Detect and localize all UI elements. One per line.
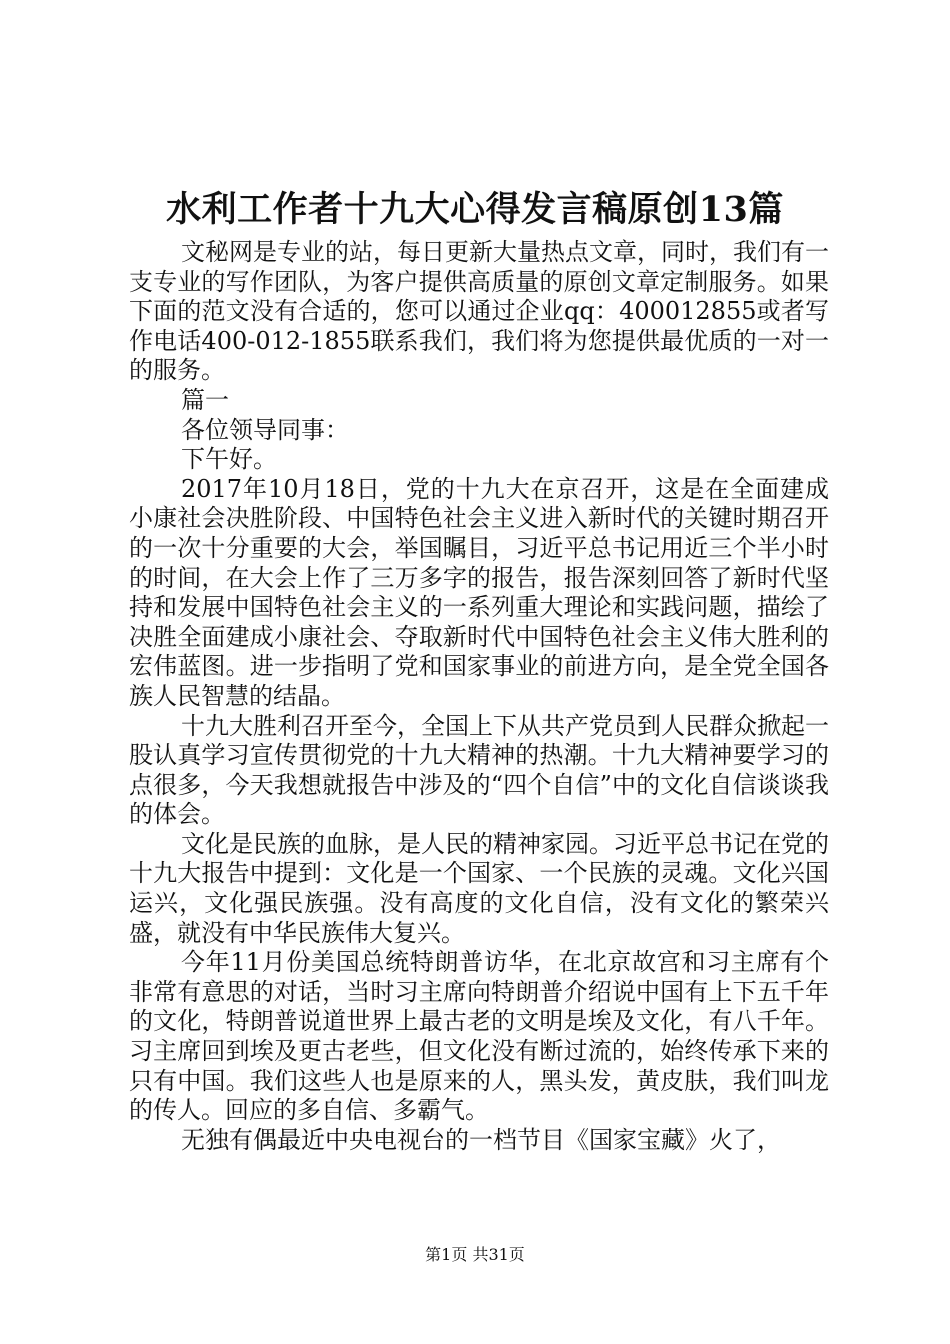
document-body bbox=[129, 238, 829, 1155]
salutation: 各位领导同事： bbox=[181, 415, 349, 444]
body-paragraph: 今年11月份美国总统特朗普访华，在北京故宫和习主席有个非常有意思的对话，当时习主席向特朗普介绍说中国有上下五千年的文化，特朗普说道世界上最古老的文明是埃及文化，有八千年。习主席回到埃及更古老些，但文化没有断过流的，始终传承下来的只有中国。我们这些人也是原来的人，黑头发，黄皮肤，我们叫龙的传人。回应的多自信、多霸气。 bbox=[129, 948, 829, 1125]
body-paragraph: 十九大胜利召开至今，全国上下从共产党员到人民群众掀起一股认真学习宣传贯彻党的十九大精神的热潮。十九大精神要学习的点很多，今天我想就报告中涉及的“四个自信”中的文化自信谈谈我的体会。 bbox=[129, 711, 829, 829]
intro-paragraph: 文秘网是专业的站，每日更新大量热点文章，同时，我们有一支专业的写作团队，为客户提供高质量的原创文章定制服务。如果下面的范文没有合适的，您可以通过企业qq：400012855或者写作电话400-012-1855联系我们，我们将为您提供最优质的一对一的服务。 bbox=[129, 238, 829, 385]
greeting: 下午好。 bbox=[181, 445, 277, 474]
body-paragraph: 2017年10月18日，党的十九大在京召开，这是在全面建成小康社会决胜阶段、中国特色社会主义进入新时代的关键时期召开的一次十分重要的大会，举国瞩目，习近平总书记用近三个半小时的时间，在大会上作了三万多字的报告，报告深刻回答了新时代坚持和发展中国特色社会主义的一系列重大理论和实践问题，描绘了决胜全面建成小康社会、夺取新时代中国特色社会主义伟大胜利的宏伟蓝图。进一步指明了党和国家事业的前进方向，是全党全国各族人民智慧的结晶。 bbox=[129, 474, 829, 710]
section-heading: 篇一 bbox=[181, 385, 229, 414]
body-paragraph: 无独有偶最近中央电视台的一档节目《国家宝藏》火了， bbox=[181, 1125, 781, 1154]
page-footer: 第1页 共31页 bbox=[425, 1245, 525, 1264]
document-title: 水利工作者十九大心得发言稿原创13篇 bbox=[166, 189, 784, 230]
body-paragraph: 文化是民族的血脉，是人民的精神家园。习近平总书记在党的十九大报告中提到：文化是一个国家、一个民族的灵魂。文化兴国运兴，文化强民族强。没有高度的文化自信，没有文化的繁荣兴盛，就没有中华民族伟大复兴。 bbox=[129, 829, 829, 947]
